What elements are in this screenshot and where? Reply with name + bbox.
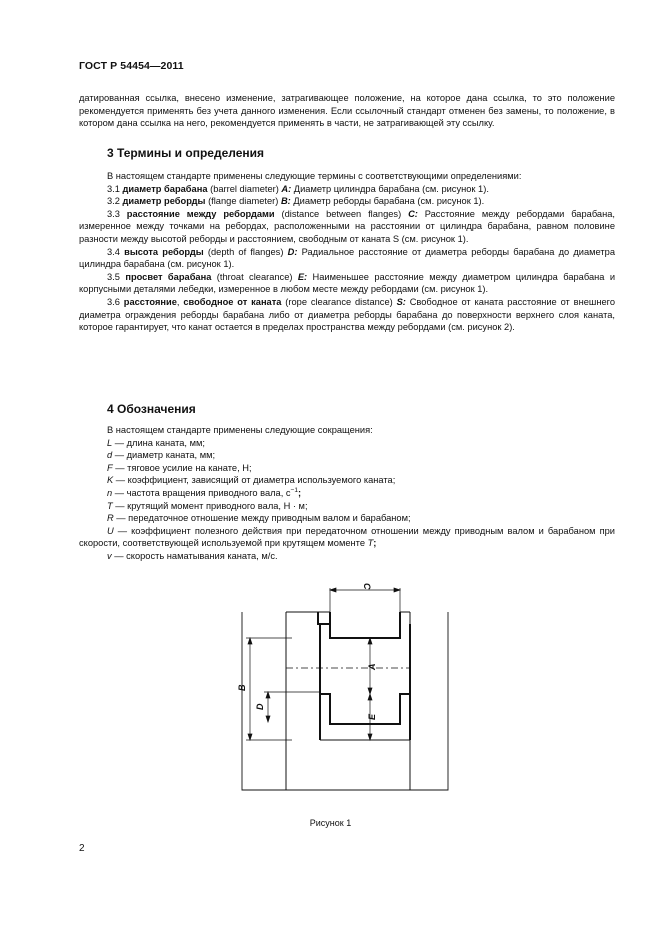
- figure-1-caption: Рисунок 1: [309, 818, 352, 828]
- term-3-6: [79, 296, 615, 334]
- term-symbol: B:: [280, 196, 291, 207]
- term-3-3: [79, 208, 615, 246]
- term-english: (rope clearance distance): [281, 296, 397, 307]
- symbol-item: [79, 449, 615, 462]
- symbol-letter: K: [107, 475, 114, 486]
- intro-paragraph: [79, 92, 615, 130]
- term-symbol: S:: [396, 296, 406, 307]
- term-number: 3.2: [107, 196, 123, 207]
- symbol-letter: d: [107, 450, 113, 461]
- symbol-item: [79, 462, 615, 475]
- term-number: 3.1: [107, 183, 123, 194]
- section-4-lead: В настоящем стандарте применены следующие сокращения:: [107, 425, 373, 435]
- label-e: E: [367, 713, 377, 720]
- dimension-b: [246, 638, 292, 740]
- drum-drawing: [230, 578, 450, 800]
- symbol-letter: R: [107, 513, 114, 524]
- dimension-d: [264, 692, 320, 722]
- term-definition: Наименьшее расстояние между диаметром цилиндра барабана и корпусными деталями лебедки, измеренное в любом месте между ребордами (см. рисунок 1).: [79, 271, 616, 295]
- symbol-definition: — крутящий момент приводного вала, Н · м;: [112, 500, 308, 511]
- symbol-item: n — частота вращения приводного вала, $с^{-1}$;: [107, 486, 302, 498]
- term-english: (barrel diameter): [207, 183, 282, 194]
- symbol-letter: n: [107, 487, 113, 498]
- term-definition: Диаметр цилиндра барабана (см. рисунок 1).: [291, 183, 489, 194]
- section-3-title: 3 Термины и определения: [107, 146, 265, 160]
- term-english: (flange diameter): [205, 196, 281, 207]
- symbol-letter: U: [107, 525, 114, 536]
- term-definition: Радиальное расстояние от диаметра реборды барабана до диаметра цилиндра барабана (см. рисунок 1).: [79, 246, 616, 270]
- term-symbol: A:: [281, 183, 292, 194]
- page-number: 2: [79, 843, 85, 854]
- term-english: (distance between flanges): [274, 208, 409, 219]
- label-d: D: [255, 703, 265, 710]
- section-3-body: [79, 170, 615, 334]
- symbol-item: [79, 500, 615, 513]
- term-english: (depth of flanges): [203, 246, 288, 257]
- symbol-definition: — передаточное отношение между приводным валом и барабаном;: [113, 513, 411, 524]
- label-a: A: [367, 663, 377, 670]
- term-name: расстояние между ребордами: [126, 208, 275, 219]
- section-4-body: [79, 424, 615, 563]
- term-definition: Диаметр реборды барабана (см. рисунок 1).: [290, 196, 485, 207]
- intro-text: датированная ссылка, внесено изменение, затрагивающее положение, на которое дана ссылка, то это положение рекомендуется применять без учета данного изменения. Если ссылочный стандарт отменен без замены, то положение, в котором дана ссылка на него, рекомендуется применять в части, не затрагивающей эту ссылку.: [79, 93, 615, 129]
- symbol-definition: — диаметр каната, мм;: [112, 450, 216, 461]
- symbol-item: U — коэффициент полезного действия при передаточном отношении между приводным валом и барабаном при скорости, соответствующей используемой при крутящем моменте T;: [79, 525, 615, 549]
- symbol-item: [79, 474, 615, 487]
- term-3-4: [79, 246, 615, 271]
- section-3-lead: В настоящем стандарте применены следующие термины с соответствующими определениями:: [107, 171, 522, 181]
- term-name: диаметр барабана: [122, 183, 208, 194]
- symbol-letter: T: [107, 500, 113, 511]
- term-symbol: D:: [287, 246, 298, 257]
- term-symbol: E:: [297, 271, 308, 282]
- term-number: 3.3: [107, 208, 127, 219]
- term-number: 3.6: [107, 296, 124, 307]
- symbol-definition: — скорость наматывания каната, м/с.: [111, 550, 278, 561]
- symbol-letter: v: [107, 550, 112, 561]
- term-definition: Свободное от каната расстояние от внешнего диаметра ограждения реборды барабана либо от диаметра реборды барабана до поверхности верхнего слоя каната, которое гарантирует, что канат остается в пределах пространства между ребордами (см. рисунок 2).: [79, 296, 615, 333]
- term-3-5: [79, 271, 615, 296]
- term-3-2: [79, 195, 615, 208]
- symbols-list: [79, 437, 615, 563]
- symbol-definition: — частота вращения приводного вала, с: [112, 487, 291, 498]
- symbol-definition: — коэффициент полезного действия при передаточном отношении между приводным валом и барабаном при скорости, соответствующей используемой при крутящем моменте: [79, 525, 615, 549]
- figure-1-drum-diagram: [230, 578, 450, 800]
- symbol-definition: — коэффициент, зависящий от диаметра используемого каната;: [113, 475, 396, 486]
- term-name-continued: свободное от каната: [183, 296, 282, 307]
- symbol-item: [79, 437, 615, 450]
- symbol-letter: F: [107, 462, 113, 473]
- symbol-definition: — длина каната, мм;: [112, 437, 205, 448]
- symbol-definition: — тяговое усилие на канате, Н;: [112, 462, 252, 473]
- symbol-item: [79, 550, 615, 563]
- term-name: высота реборды: [124, 246, 204, 257]
- dimension-c: [330, 588, 400, 612]
- term-symbol: C:: [408, 208, 418, 219]
- section-4-title: 4 Обозначения: [107, 402, 196, 416]
- term-number: 3.4: [107, 246, 125, 257]
- document-header: ГОСТ Р 54454—2011: [79, 60, 184, 72]
- term-definition: Расстояние между ребордами барабана, измеренное между точками на ребордах, расположенными на расстоянии от цилиндра барабана, равном половине разности между высотой реборды и расстоянием, свободным от каната S (см. рисунок 1).: [79, 208, 615, 244]
- label-c: C: [362, 583, 372, 590]
- term-number: 3.5: [107, 271, 126, 282]
- symbol-letter: L: [107, 437, 113, 448]
- term-separator: ,: [176, 296, 184, 307]
- term-name: расстояние: [123, 296, 177, 307]
- terms-list: [79, 183, 615, 334]
- term-name: диаметр реборды: [122, 196, 206, 207]
- label-b: B: [237, 684, 247, 691]
- symbol-item: [79, 512, 615, 525]
- term-name: просвет барабана: [125, 271, 212, 282]
- term-3-1: [79, 183, 615, 196]
- term-english: (throat clearance): [211, 271, 298, 282]
